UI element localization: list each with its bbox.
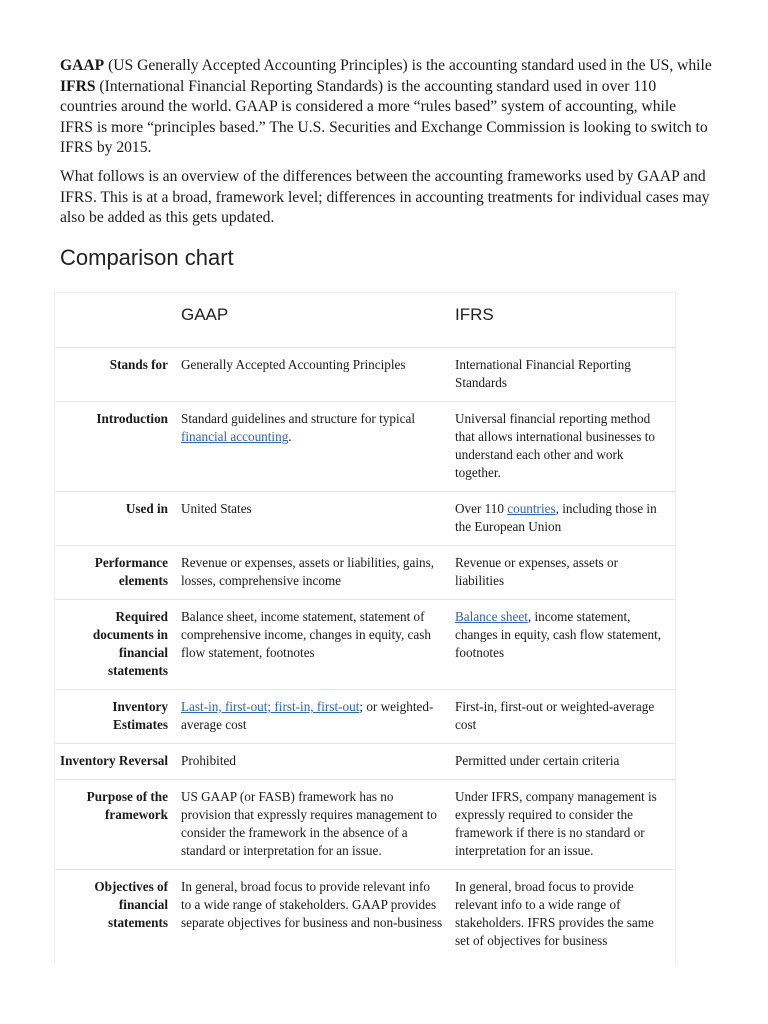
ifrs-cell: Revenue or expenses, assets or liabilities [455,555,618,588]
section-heading: Comparison chart [60,244,234,270]
table-row [55,600,675,690]
table-row [55,780,675,870]
gaap-cell [175,690,449,744]
cell-text: . [288,429,292,444]
cell-text: , income statement, changes in equity, cash flow statement, footnotes [455,609,662,660]
gaap-cell: Generally Accepted Accounting Principles [181,357,406,372]
gaap-cell: Revenue or expenses, assets or liabilities, gains, losses, comprehensive income [181,555,435,588]
gaap-cell: Balance sheet, income statement, statement of comprehensive income, changes in equity, cash flow statement, footnotes [181,609,431,660]
table-row [55,492,675,546]
comparison-table [54,292,676,965]
gaap-cell: US GAAP (or FASB) framework has no provision that expressly requires management to consider the framework in the absence of a standard or interpretation for an issue. [181,789,437,858]
comparison-table-grid [55,293,675,959]
row-label: Objectives of financial statements [94,879,168,930]
ifrs-cell [449,492,675,546]
header-ifrs: IFRS [455,305,494,324]
gaap-cell: In general, broad focus to provide relevant info to a wide range of stakeholders. GAAP provides separate objectives for business and non-business [181,879,443,930]
article-body [60,56,712,271]
gaap-cell: Prohibited [181,753,236,768]
cell-text: Standard guidelines and structure for typical [181,411,416,426]
lifo-fifo-link[interactable]: Last-in, first-out; first-in, first-out [181,699,360,714]
ifrs-term: IFRS [60,77,96,95]
row-label: Required documents in financial statements [92,609,168,678]
header-blank-cell [55,293,175,348]
cell-text: , including those in the European Union [455,501,657,534]
header-gaap: GAAP [181,305,229,324]
intro-paragraph-2: What follows is an overview of the differences between the accounting frameworks used by GAAP and IFRS. This is at a broad, framework level; differences in accounting treatments for individual cases may also be added as this gets updated. [60,167,710,227]
table-row [55,546,675,600]
table-row [55,744,675,780]
ifrs-cell: Under IFRS, company management is expressly required to consider the framework if there is no standard or interpretation for an issue. [455,789,657,858]
table-header-row [55,293,675,348]
gaap-cell: United States [181,501,252,516]
table-row [55,348,675,402]
row-label: Purpose of the framework [86,789,168,822]
balance-sheet-link[interactable]: Balance sheet [455,609,528,624]
gaap-term: GAAP [60,57,105,74]
ifrs-cell: International Financial Reporting Standards [455,357,631,390]
ifrs-cell: Universal financial reporting method that allows international businesses to understand each other and work together. [455,411,655,480]
table-row [55,690,675,744]
ifrs-cell: In general, broad focus to provide relevant info to a wide range of stakeholders. IFRS provides the same set of objectives for business [455,879,654,948]
financial-accounting-link[interactable]: financial accounting [181,429,289,444]
row-label: Introduction [96,411,168,426]
row-label: Used in [125,501,168,516]
intro-text-part-1: (US Generally Accepted Accounting Principles) is the accounting standard used in the US, while [104,57,712,74]
row-label: Performance elements [94,555,168,588]
row-label: Inventory Estimates [112,699,168,732]
table-row [55,402,675,492]
intro-text-part-2: (International Financial Reporting Standards) is the accounting standard used in over 110 countries around the world. GAAP is considered a more “rules based” system of accounting, while IFRS is more “principles based.” The U.S. Securities and Exchange Commission is looking to switch to IFRS by 2015. [60,77,708,157]
intro-paragraph-1 [60,56,712,159]
cell-text: ; or weighted-average cost [181,699,434,732]
row-label: Inventory Reversal [59,753,168,768]
ifrs-cell [449,600,675,690]
ifrs-cell: Permitted under certain criteria [455,753,620,768]
cell-text: Over 110 [455,501,508,516]
table-row [55,870,675,960]
ifrs-cell: First-in, first-out or weighted-average cost [455,699,655,732]
row-label: Stands for [109,357,168,372]
gaap-cell [175,402,449,492]
countries-link[interactable]: countries [507,501,556,516]
